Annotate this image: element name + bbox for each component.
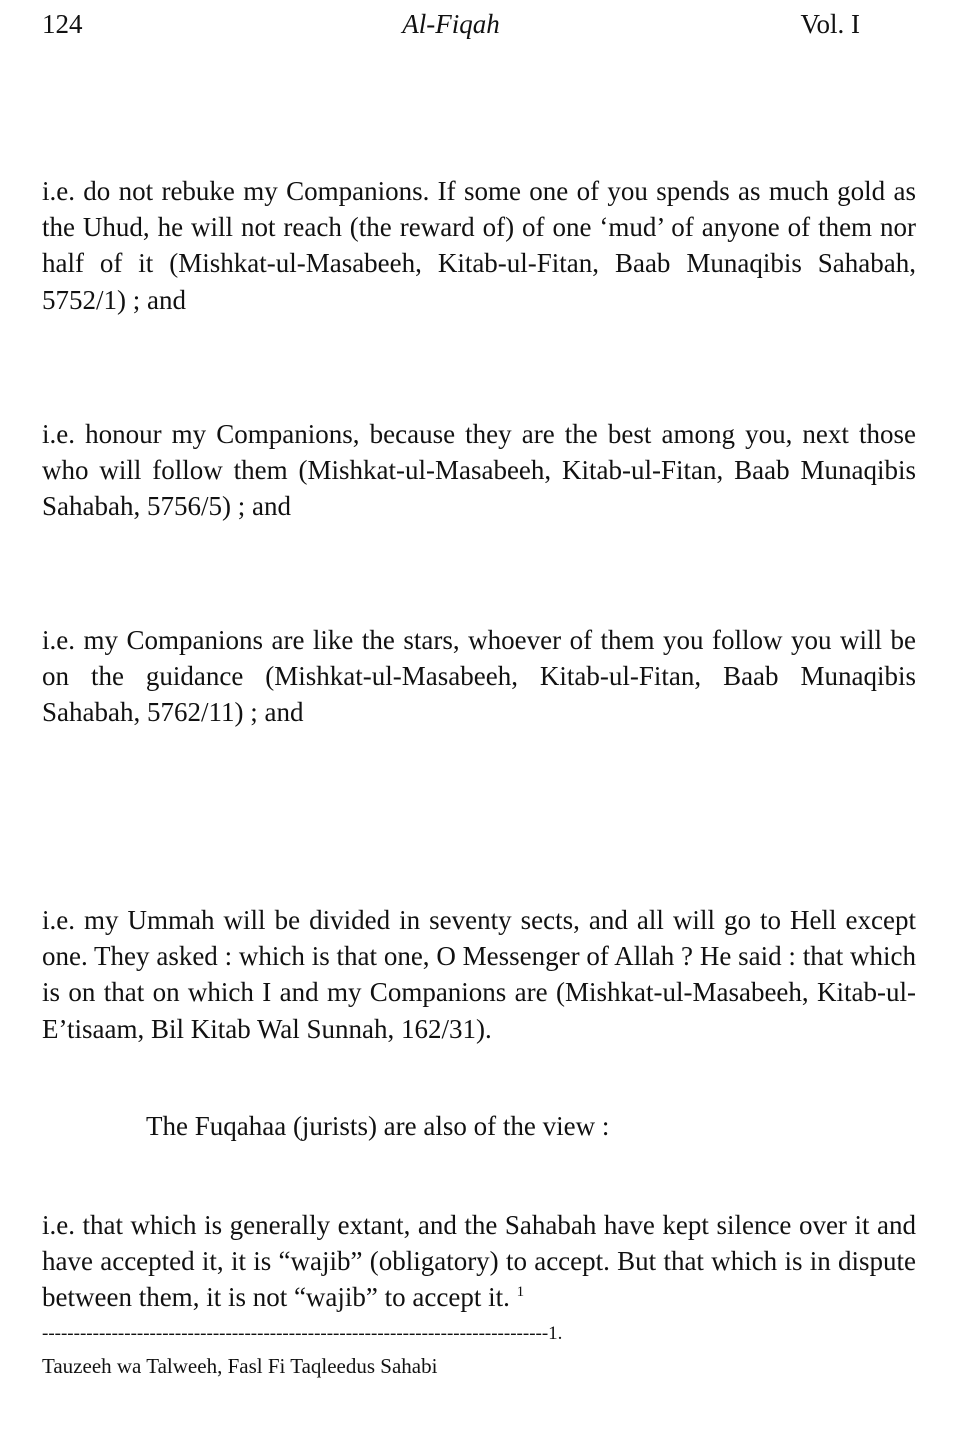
paragraph-wajib-text: i.e. that which is generally extant, and the Sahabah have kept silence over it and have accepted it, it is “wajib” (obligatory) to accept. But that which is in dispute between them, it is not “wajib” to accept it.: [42, 1210, 916, 1313]
page-header: [42, 4, 860, 44]
paragraph-wajib: [42, 1207, 916, 1316]
book-title: Al-Fiqah: [402, 9, 500, 39]
volume-label: Vol. I: [800, 9, 860, 39]
paragraph-honour: i.e. honour my Companions, because they are the best among you, next those who will follow them (Mishkat-ul-Masabeeh, Kitab-ul-Fitan, Baab Munaqibis Sahabah, 5756/5) ; and: [42, 419, 916, 522]
paragraph-stars: i.e. my Companions are like the stars, whoever of them you follow you will be on the guidance (Mishkat-ul-Masabeeh, Kitab-ul-Fitan, Baab Munaqibis Sahabah, 5762/11) ; and: [42, 625, 916, 728]
paragraph-ummah: i.e. my Ummah will be divided in seventy sects, and all will go to Hell except one. They asked : which is that one, O Messenger of Allah ? He said : that which is on that on which I and my Companions are (Mishkat-ul-Masabeeh, Kitab-ul-E’tisaam, Bil Kitab Wal Sunnah, 162/31).: [42, 905, 916, 1044]
paragraph-fuqahaa: The Fuqahaa (jurists) are also of the view :: [146, 1111, 610, 1141]
footnote-text: Tauzeeh wa Talweeh, Fasl Fi Taqleedus Sahabi: [42, 1354, 438, 1378]
footnote-rule: --------------------------------------------------------------------------------1.: [42, 1323, 563, 1344]
footnote-reference[interactable]: 1: [516, 1284, 525, 1301]
paragraph-rebuke: i.e. do not rebuke my Companions. If some one of you spends as much gold as the Uhud, he will not reach (the reward of) of one ‘mud’ of anyone of them nor half of it (Mishkat-ul-Masabeeh, Kitab-ul-Fitan, Baab Munaqibis Sahabah, 5752/1) ; and: [42, 176, 916, 315]
page-number: 124: [42, 9, 83, 39]
